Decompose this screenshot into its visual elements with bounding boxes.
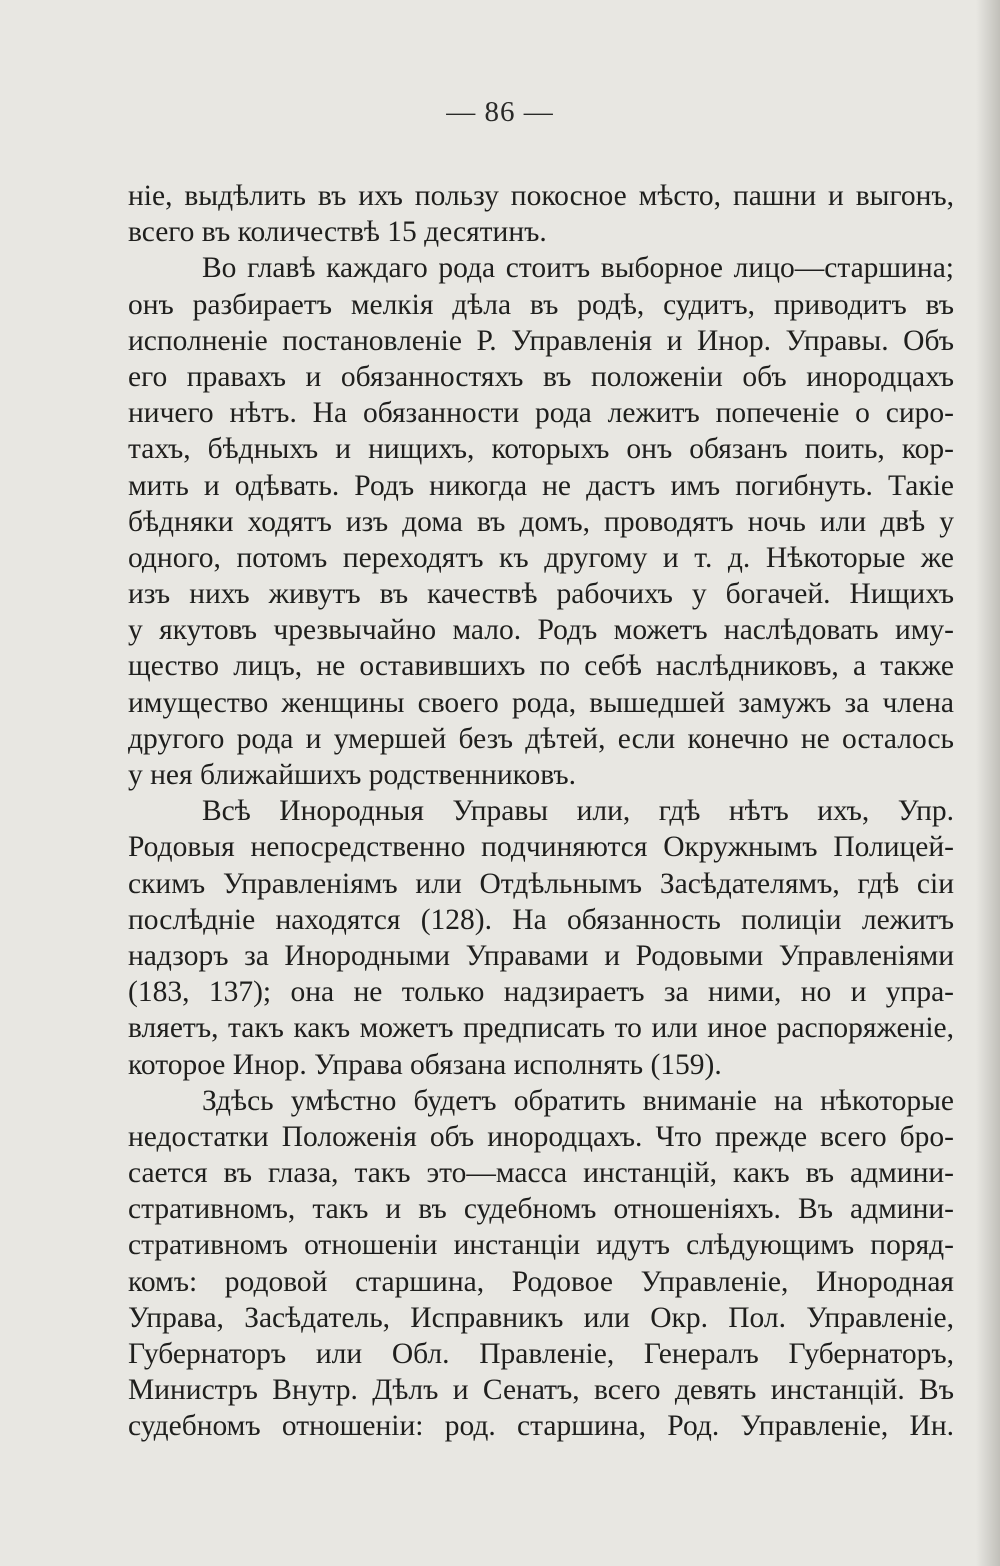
page-number: — 86 — — [446, 96, 554, 128]
text-line: стративномъ отношеніи инстанціи идутъ слѣдующимъ поряд- — [128, 1229, 954, 1262]
text-line: ніе, выдѣлить въ ихъ пользу покосное мѣсто, пашни и выгонъ, — [128, 180, 954, 212]
page-edge-shadow — [976, 0, 1000, 1566]
paragraph-3 — [128, 793, 954, 1083]
text-line: комъ: родовой старшина, Родовое Управленіе, Инородная — [128, 1265, 954, 1298]
body-text — [128, 178, 954, 1445]
text-line: у нея ближайшихъ родственниковъ. — [128, 759, 577, 791]
text-line: послѣдніе находятся (128). На обязанность полиціи лежитъ — [128, 903, 954, 936]
text-line: Министръ Внутр. Дѣлъ и Сенатъ, всего девять инстанцій. Въ — [128, 1374, 954, 1407]
text-line: всего въ количествѣ 15 десятинъ. — [128, 216, 547, 249]
paragraph-4 — [128, 1083, 954, 1445]
text-line: другого рода и умершей безъ дѣтей, если конечно не осталось — [128, 722, 954, 755]
text-line: сается въ глаза, такъ это—масса инстанцій, какъ въ админи- — [128, 1157, 954, 1190]
text-line: надзоръ за Инородными Управами и Родовыми Управленіями — [128, 939, 954, 972]
text-line: ничего нѣтъ. На обязанности рода лежитъ попеченіе о сиро- — [128, 397, 954, 430]
text-line: онъ разбираетъ мелкія дѣла въ родѣ, судитъ, приводитъ въ — [128, 288, 954, 321]
text-line: вляетъ, такъ какъ можетъ предписать то или иное распоряженіе, — [128, 1012, 954, 1045]
text-line: щество лицъ, не оставившихъ по себѣ наслѣдниковъ, а также — [128, 650, 954, 683]
text-line: недостатки Положенія объ инородцахъ. Что прежде всего бро- — [128, 1120, 954, 1153]
text-line: Управа, Засѣдатель, Исправникъ или Окр. Пол. Управленіе, — [128, 1301, 954, 1334]
text-line: стративномъ, такъ и въ судебномъ отношеніяхъ. Въ админи- — [128, 1193, 954, 1226]
text-line: Здѣсь умѣстно будетъ обратить вниманіе на нѣкоторые — [202, 1084, 954, 1117]
paragraph-1 — [128, 178, 954, 250]
text-line: бѣдняки ходятъ изъ дома въ домъ, проводятъ ночь или двѣ у — [128, 505, 954, 538]
text-line: Во главѣ каждаго рода стоитъ выборное лицо—старшина; — [202, 252, 954, 285]
text-line: его правахъ и обязанностяхъ въ положеніи объ инородцахъ — [128, 360, 954, 393]
text-line: у якутовъ чрезвычайно мало. Родъ можетъ наслѣдовать иму- — [128, 614, 954, 647]
text-line: тахъ, бѣдныхъ и нищихъ, которыхъ онъ обязанъ поить, кор- — [128, 433, 954, 466]
text-line: скимъ Управленіямъ или Отдѣльнымъ Засѣдателямъ, гдѣ сіи — [128, 867, 954, 900]
text-line: имущество женщины своего рода, вышедшей замужъ за члена — [128, 686, 954, 719]
text-line: судебномъ отношеніи: род. старшина, Род. Управленіе, Ин. — [128, 1410, 954, 1443]
text-line: Родовыя непосредственно подчиняются Окружнымъ Полицей- — [128, 831, 954, 864]
text-line: Всѣ Инородныя Управы или, гдѣ нѣтъ ихъ, Упр. — [202, 795, 954, 828]
text-line: изъ нихъ живутъ въ качествѣ рабочихъ у богачей. Нищихъ — [128, 578, 954, 611]
text-line: одного, потомъ переходятъ къ другому и т. д. Нѣкоторые же — [128, 541, 954, 574]
text-line: мить и одѣвать. Родъ никогда не дастъ имъ погибнуть. Такіе — [128, 469, 954, 502]
paragraph-2 — [128, 250, 954, 793]
text-line: Губернаторъ или Обл. Правленіе, Генералъ Губернаторъ, — [128, 1338, 954, 1370]
text-line: которое Инор. Управа обязана исполнять (159). — [128, 1048, 722, 1081]
text-line: (183, 137); она не только надзираетъ за ними, но и упра- — [128, 976, 954, 1009]
text-line: исполненіе постановленіе Р. Управленія и Инор. Управы. Объ — [128, 324, 954, 357]
